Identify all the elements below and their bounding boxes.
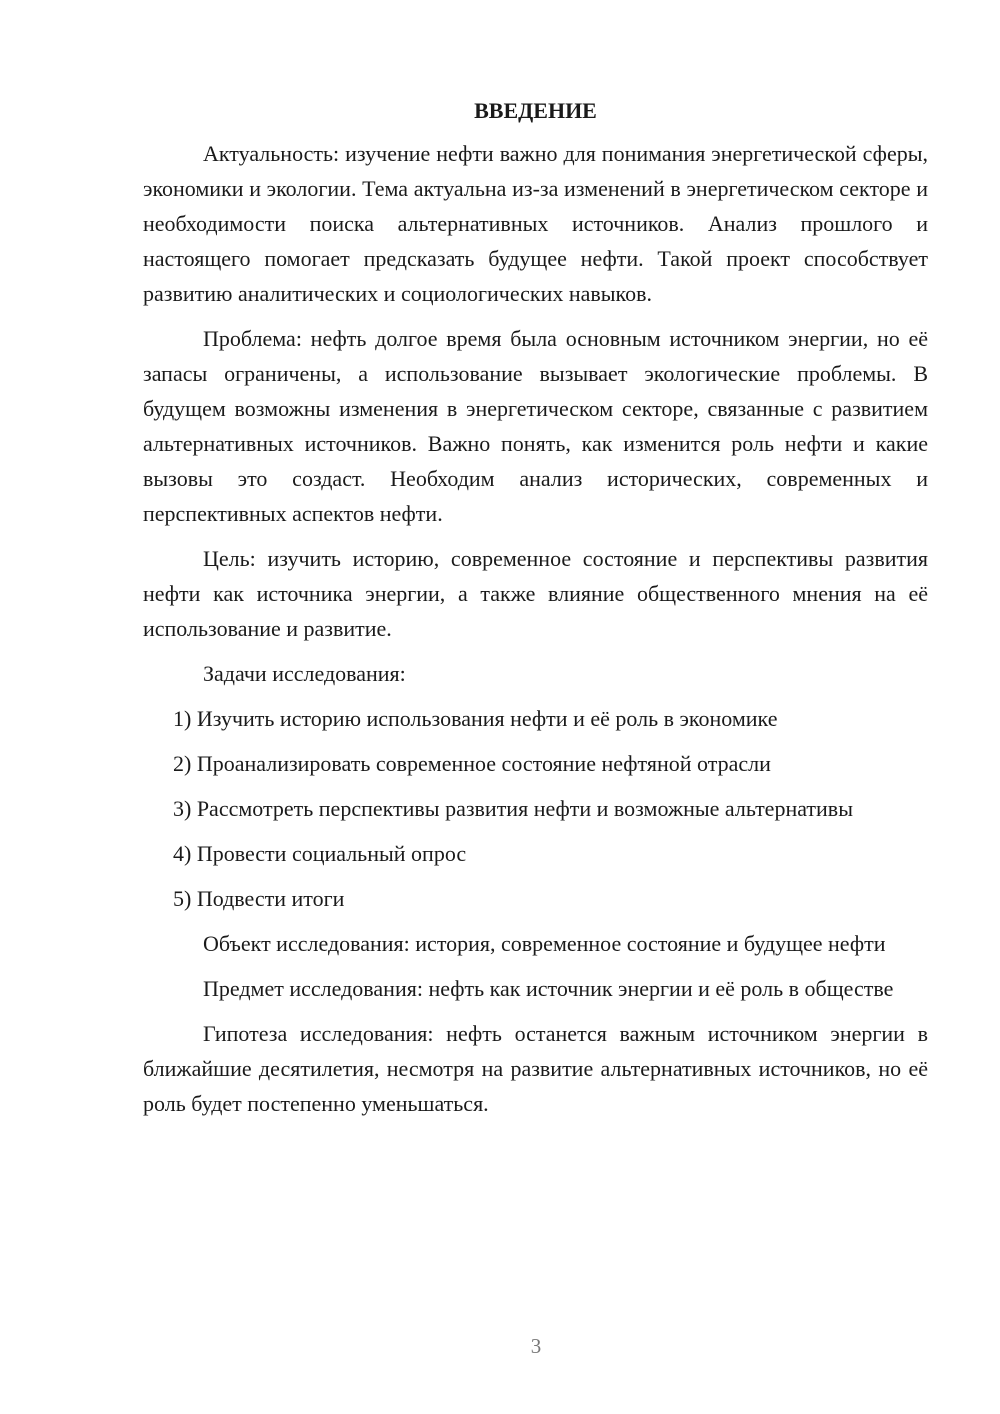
problem-paragraph: Проблема: нефть долгое время была основным источником энергии, но её запасы ограничены, а использование вызывает экологические проблемы. В будущем возможны изменения в энергетическом секторе, связанные с развитием альтернативных источников. Важно понять, как изменится роль нефти и какие вызовы это создаст. Необходим анализ исторических, современных и перспективных аспектов нефти. [143, 326, 928, 526]
page-number: 3 [530, 1334, 542, 1358]
task-item: 3) Рассмотреть перспективы развития нефти и возможные альтернативы [173, 796, 853, 821]
hypothesis-paragraph: Гипотеза исследования: нефть останется важным источником энергии в ближайшие десятилетия, несмотря на развитие альтернативных источников, но её роль будет постепенно уменьшаться. [143, 1021, 928, 1116]
task-item: 2) Проанализировать современное состояние нефтяной отрасли [173, 751, 771, 776]
task-item: 5) Подвести итоги [173, 886, 345, 911]
page-title: ВВЕДЕНИЕ [474, 98, 597, 123]
tasks-title: Задачи исследования: [203, 661, 406, 686]
subject-paragraph: Предмет исследования: нефть как источник энергии и её роль в обществе [203, 976, 894, 1001]
task-item: 4) Провести социальный опрос [173, 841, 467, 866]
document-page [143, 96, 928, 1131]
goal-paragraph: Цель: изучить историю, современное состояние и перспективы развития нефти как источника энергии, а также влияние общественного мнения на её использование и развитие. [143, 546, 928, 641]
relevance-paragraph: Актуальность: изучение нефти важно для понимания энергетической сферы, экономики и экологии. Тема актуальна из-за изменений в энергетическом секторе и необходимости поиска альтернативных источников. Анализ прошлого и настоящего помогает предсказать будущее нефти. Такой проект способствует развитию аналитических и социологических навыков. [143, 141, 928, 306]
object-paragraph: Объект исследования: история, современное состояние и будущее нефти [203, 931, 886, 956]
task-item: 1) Изучить историю использования нефти и её роль в экономике [173, 706, 778, 731]
